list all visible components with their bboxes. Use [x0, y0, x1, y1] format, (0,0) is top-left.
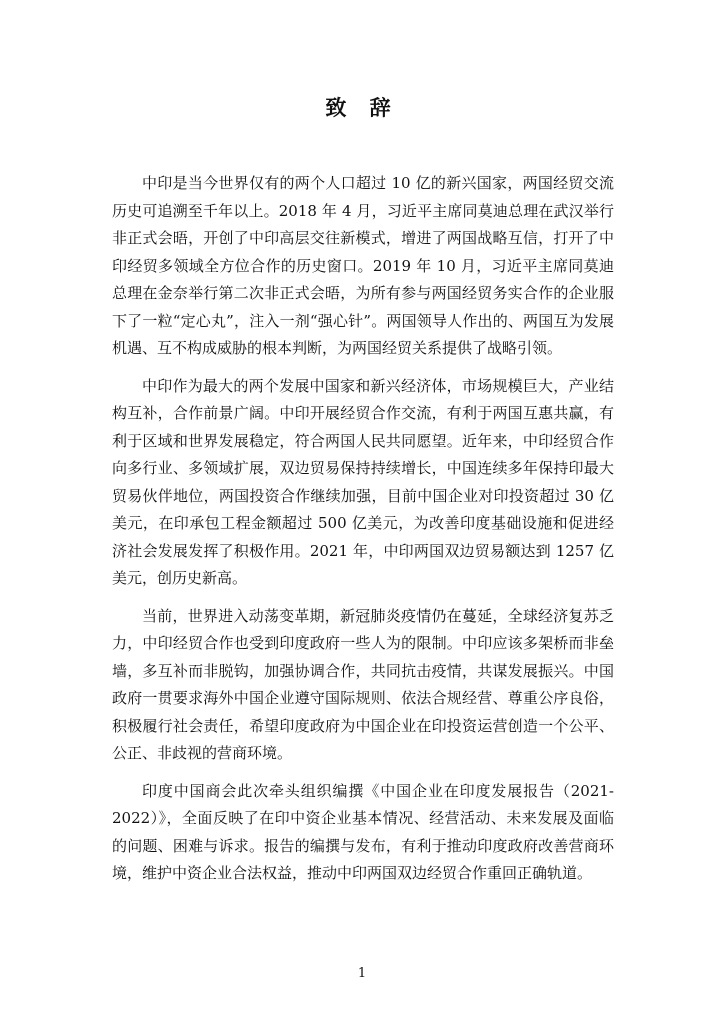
document-body [112, 170, 614, 898]
paragraph-2: 中印作为最大的两个发展中国家和新兴经济体，市场规模巨大，产业结构互补，合作前景广阔。中印开展经贸合作交流，有利于两国互惠共赢，有利于区域和世界发展稳定，符合两国人民共同愿望。近年来，中印经贸合作向多行业、多领域扩展，双边贸易保持持续增长，中国连续多年保持印最大贸易伙伴地位，两国投资合作继续加强，目前中国企业对印投资超过 30 亿美元，在印承包工程金额超过 500 亿美元，为改善印度基础设施和促进经济社会发展发挥了积极作用。2021 年，中印两国双边贸易额达到 1257 亿美元，创历史新高。 [112, 376, 614, 587]
page-title: 致 辞 [325, 96, 399, 120]
paragraph-4: 印度中国商会此次牵头组织编撰《中国企业在印度发展报告（2021-2022）》，全面反映了在印中资企业基本情况、经营活动、未来发展及面临的问题、困难与诉求。报告的编撰与发布，有利于推动印度政府改善营商环境，维护中资企业合法权益，推动中印两国双边经贸合作重回正确轨道。 [112, 781, 614, 882]
paragraph-3: 当前，世界进入动荡变革期，新冠肺炎疫情仍在蔓延，全球经济复苏乏力，中印经贸合作也受到印度政府一些人为的限制。中印应该多架桥而非垒墙，多互补而非脱钩，加强协调合作，共同抗击疫情，共谋发展振兴。中国政府一贯要求海外中国企业遵守国际规则、依法合规经营、尊重公序良俗，积极履行社会责任，希望印度政府为中国企业在印投资运营创造一个公平、公正、非歧视的营商环境。 [112, 606, 614, 762]
page-number: 1 [357, 966, 367, 981]
paragraph-1: 中印是当今世界仅有的两个人口超过 10 亿的新兴国家，两国经贸交流历史可追溯至千年以上。2018 年 4 月，习近平主席同莫迪总理在武汉举行非正式会晤，开创了中印高层交往新模式，增进了两国战略互信，打开了中印经贸多领域全方位合作的历史窗口。2019 年 10 月，习近平主席同莫迪总理在金奈举行第二次非正式会晤，为所有参与两国经贸务实合作的企业服下了一粒“定心丸”，注入一剂“强心针”。两国领导人作出的、两国互为发展机遇、互不构成威胁的根本判断，为两国经贸关系提供了战略引领。 [112, 174, 614, 357]
